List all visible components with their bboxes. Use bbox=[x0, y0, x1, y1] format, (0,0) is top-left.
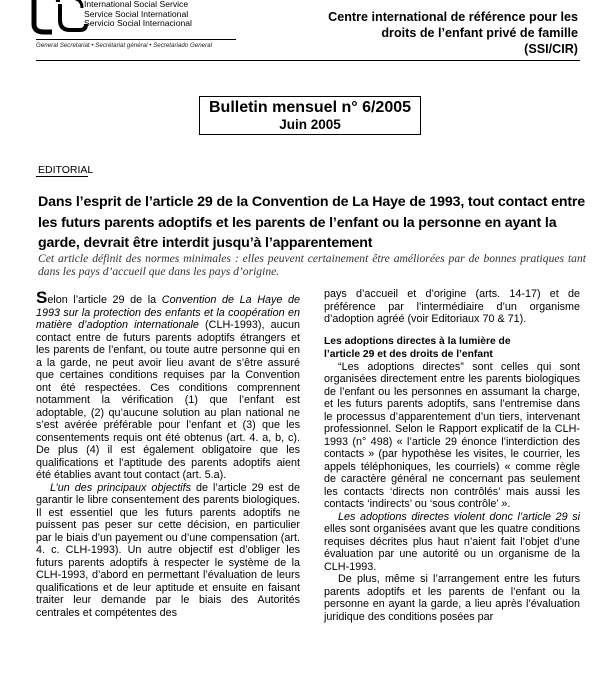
organisation-names bbox=[84, 0, 192, 29]
org-divider bbox=[36, 39, 236, 40]
bulletin-title: Bulletin mensuel n° 6/2005 bbox=[208, 99, 412, 116]
article-subtitle: Cet article définit des normes minimales : elles peuvent certainement être améliorées par de bonnes pratiques tant dans les pays d’accueil que dans les pays d’origine. bbox=[38, 252, 586, 278]
centre-title bbox=[288, 9, 578, 57]
article-headline: Dans l’esprit de l’article 29 de la Convention de La Haye de 1993, tout contact entre les futurs parents adoptifs et les parents de l’enfant ou la personne en ayant la garde, devrait être interdit jusqu’à l’apparentement bbox=[38, 194, 586, 251]
paragraph: “Les adoptions directes” sont celles qui sont organisées directement entre les parents biologiques de l’enfant ou les personnes en assumant la charge, et les futurs parents adoptifs, sans l’entremise dans le processus d’apparentement d’un tiers, intervenant professionnel. Selon le Rapport explicatif de la CLH-1993 (n° 498) « l’article 29 énonce l’interdiction des contacts » (par hypothèse les visites, le courrier, les appels téléphoniques, les courriels) « comme règle de caractère général ne concernant pas seulement les contacts ‘directs non contrôlés’ mais aussi les contacts ‘indirects’ ou ‘sous contrôle’ ». bbox=[324, 360, 580, 510]
org-name-fr: Service Social International bbox=[84, 8, 189, 19]
text-run: elles sont organisées avant que les quatre conditions requises décrites plus haut n’aient fait l’objet d’une évaluation par une autorité ou un organisme de la CLH-1993. bbox=[324, 523, 580, 573]
left-column bbox=[36, 288, 301, 619]
paragraph bbox=[324, 511, 580, 574]
section-label: EDITORIAL bbox=[38, 164, 94, 176]
subheading-line: l’article 29 et des droits de l’enfant bbox=[324, 348, 493, 360]
text-run-italic: Les adoptions directes violent donc l’article 29 si bbox=[338, 510, 580, 523]
section-subheading bbox=[324, 335, 580, 361]
bulletin-box bbox=[199, 96, 421, 135]
text-run-italic: Convention de La Haye de 1993 sur la protection des enfants et la coopération en matière d’adoption internationale bbox=[36, 294, 301, 331]
drop-cap: S bbox=[36, 288, 48, 307]
centre-title-line: Centre international de référence pour les bbox=[328, 10, 578, 24]
paragraph: De plus, même si l’arrangement entre les futurs parents adoptifs et les parents de l’enfant ou la personne en ayant la garde, a lieu après l’évaluation juridique des conditions posées par bbox=[324, 573, 580, 623]
header-divider bbox=[36, 60, 580, 61]
right-column bbox=[324, 288, 580, 623]
paragraph: pays d’accueil et d’origine (arts. 14-17) et de préférence par l’intermédiaire d’un organisme d’adoption agréé (voir Editoriaux 70 & 71). bbox=[324, 288, 580, 325]
centre-title-line: droits de l’enfant privé de famille bbox=[381, 26, 578, 40]
paragraph bbox=[36, 288, 301, 482]
text-run: (CLH-1993), aucun contact entre de futurs parents adoptifs étrangers et les parents de l’enfant, ou toute autre personne qui en a la garde, ne peut avoir lieu avant de s’être assuré que certaines conditions requises par la Convention ont été respectées. Ces conditions comprennent notamment la vérification (1) que l’enfant est adoptable, (2) qu’aucune solution au plan national ne s’est avérée préférable pour l’enfant et (3) que les consentements requis ont été obtenus (art. 4. a, b, c). De plus (4) il est également obligatoire que les qualifications et l’aptitude des parents adoptifs aient été établies avant tout contact (art. 5.a). bbox=[36, 319, 300, 481]
centre-title-line: (SSI/CIR) bbox=[524, 42, 578, 56]
org-name-en: International Social Service bbox=[84, 0, 189, 9]
iss-logo-icon bbox=[30, 0, 88, 40]
secretariat-line: General Secretariat • Secrétariat général • Secretariado General bbox=[36, 42, 212, 49]
paragraph bbox=[36, 482, 300, 620]
subheading-line: Les adoptions directes à la lumière de bbox=[324, 335, 511, 347]
text-run: elon l’article 29 de la bbox=[47, 294, 162, 306]
org-name-es: Servicio Social Internacional bbox=[84, 18, 192, 29]
section-underline bbox=[36, 176, 88, 177]
text-run-italic: L’un des principaux objectifs bbox=[50, 481, 192, 494]
text-run: de l’article 29 est de garantir le libre consentement des parents biologiques. Il est essentiel que les futurs parents adoptifs ne puissent pas peser sur cette décision, en particulier par le biais d’un payement ou d’une compensation (art. 4. c. CLH-1993). Un autre objectif est d’obliger les futurs parents adoptifs à respecter le système de la CLH-1993, d’abord en permettant l’évaluation de leurs qualifications et de leur aptitude et ensuite en faisant traiter leur demande par le biais des Autorités centrales et compétentes des bbox=[36, 481, 301, 619]
bulletin-date: Juin 2005 bbox=[279, 117, 341, 132]
